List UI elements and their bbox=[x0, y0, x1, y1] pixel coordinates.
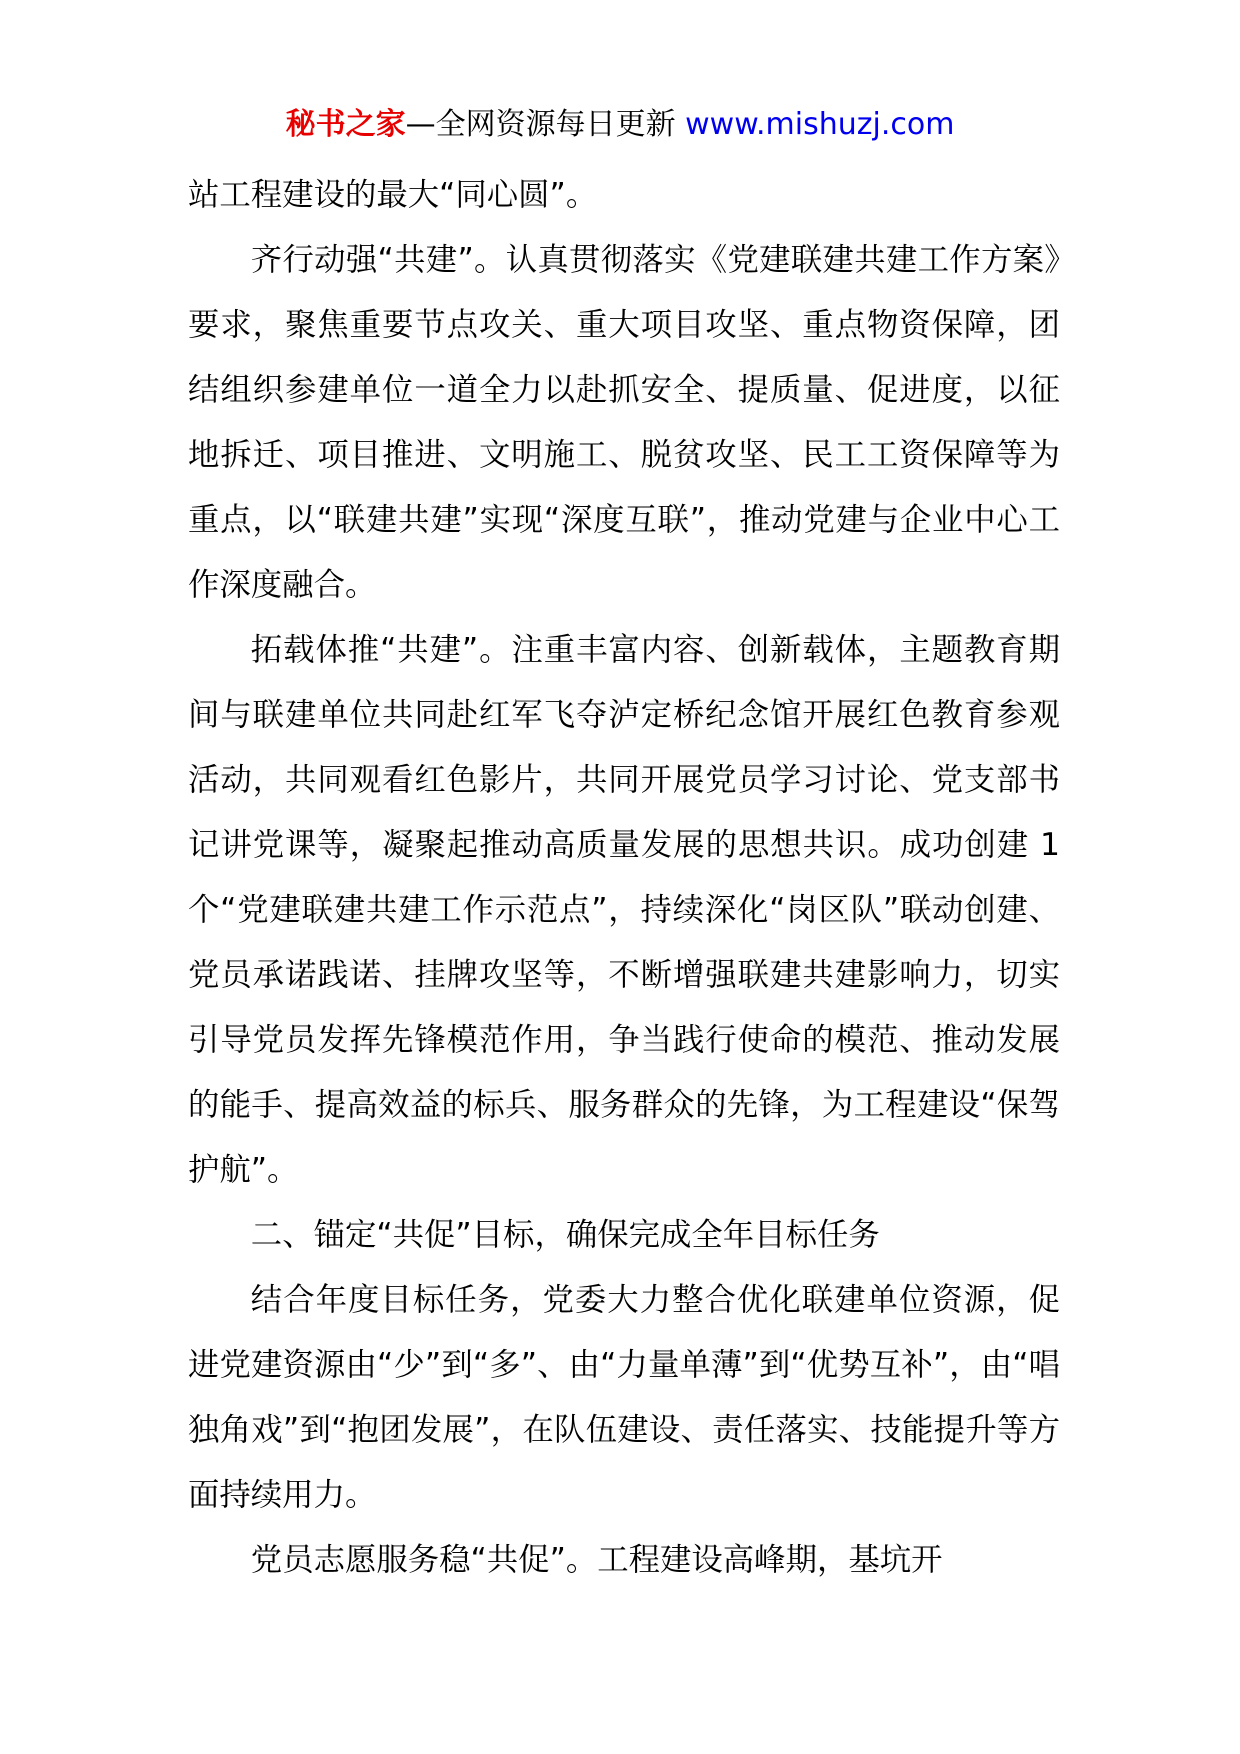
paragraph-co-build-action: 齐行动强“共建”。认真贯彻落实《党建联建共建工作方案》要求，聚焦重要节点攻关、重大项目攻坚、重点物资保障，团结组织参建单位一道全力以赴抓安全、提质量、促进度，以征地拆迁、项目推进、文明施工、脱贫攻坚、民工工资保障等为重点，以“联建共建”实现“深度互联”，推动党建与企业中心工作深度融合。 bbox=[188, 242, 1060, 603]
paragraph-annual-targets: 结合年度目标任务，党委大力整合优化联建单位资源，促进党建资源由“少”到“多”、由“力量单薄”到“优势互补”，由“唱独角戏”到“抱团发展”，在队伍建设、责任落实、技能提升等方面持续用力。 bbox=[188, 1282, 1060, 1513]
paragraph-co-build-carrier: 拓载体推“共建”。注重丰富内容、创新载体，主题教育期间与联建单位共同赴红军飞夺泸定桥纪念馆开展红色教育参观活动，共同观看红色影片，共同开展党员学习讨论、党支部书记讲党课等，凝聚起推动高质量发展的思想共识。成功创建 1 个“党建联建共建工作示范点”，持续深化“岗区队”联动创建、党员承诺践诺、挂牌攻坚等，不断增强联建共建影响力，切实引导党员发挥先锋模范作用，争当践行使命的模范、推动发展的能手、提高效益的标兵、服务群众的先锋，为工程建设“保驾护航”。 bbox=[188, 632, 1060, 1188]
brand-name: 秘书之家 bbox=[285, 107, 406, 142]
paragraph-volunteer-service: 党员志愿服务稳“共促”。工程建设高峰期，基坑开 bbox=[250, 1542, 943, 1578]
site-url: www.mishuzj.com bbox=[685, 107, 955, 142]
site-watermark-header bbox=[0, 100, 1240, 150]
document-body bbox=[188, 163, 1060, 1593]
paragraph-continuation: 站工程建设的最大“同心圆”。 bbox=[188, 177, 598, 213]
section-heading-co-promote: 二、锚定“共促”目标，确保完成全年目标任务 bbox=[250, 1217, 880, 1253]
brand-tagline: —全网资源每日更新 bbox=[405, 107, 676, 142]
